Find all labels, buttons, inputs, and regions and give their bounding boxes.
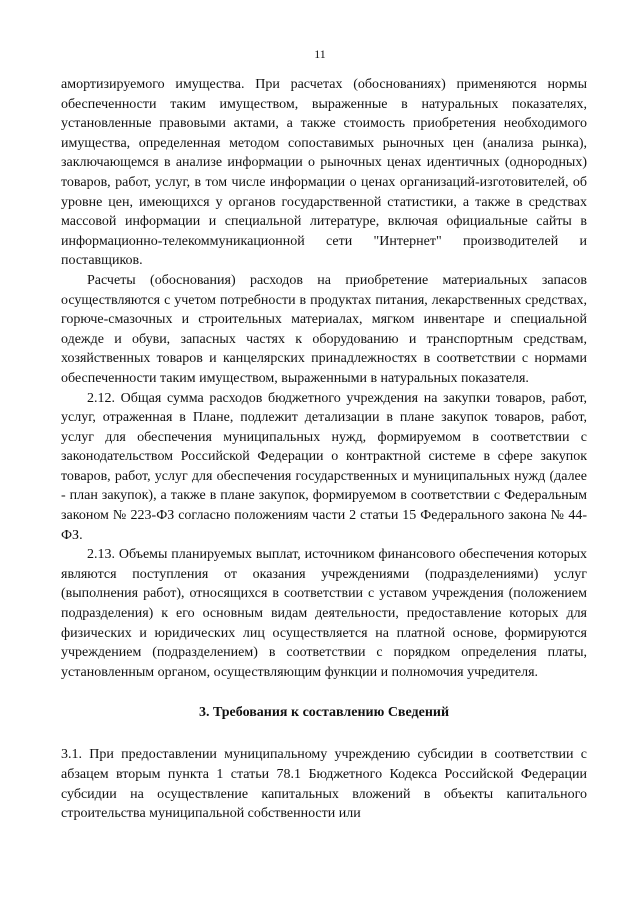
document-body (61, 75, 587, 824)
paragraph-continuation: амортизируемого имущества. При расчетах (обоснованиях) применяются нормы обеспеченности таким имуществом, выраженные в натуральных показателях, установленные правовыми актами, а также стоимость приобретения необходимого имущества, определенная методом сопоставимых рыночных цен (анализа рынка), заключающемся в анализе информации о рыночных ценах идентичных (однородных) товаров, работ, услуг, в том числе информации о ценах организаций-изготовителей, об уровне цен, имеющихся у органов государственной статистики, а также в средствах массовой информации и специальной литературе, включая официальные сайты в информационно-телекоммуникационной сети "Интернет" производителей и поставщиков. (61, 77, 587, 269)
section-heading: 3. Требования к составлению Сведений (198, 705, 450, 721)
paragraph-2-12: 2.12. Общая сумма расходов бюджетного учреждения на закупки товаров, работ, услуг, отраженная в Плане, подлежит детализации в плане закупок товаров, работ, услуг для обеспечения муниципальных нужд, формируемом в соответствии с законодательством Российской Федерации о контрактной системе в сфере закупок товаров, работ, услуг для обеспечения государственных и муниципальных нужд (далее - план закупок), а также в плане закупок, формируемом в соответствии с Федеральным законом № 223-ФЗ согласно положениям части 2 статьи 15 Федерального закона № 44-ФЗ. (61, 390, 587, 543)
page-number: 11 (314, 47, 326, 61)
paragraph-material-reserves: Расчеты (обоснования) расходов на приобретение материальных запасов осуществляются с учетом потребности в продуктах питания, лекарственных средствах, горюче-смазочных и строительных материалах, мягком инвентаре и специальной одежде и обуви, запасных частях к оборудованию и транспортным средствам, хозяйственных товаров и канцелярских принадлежностях в соответствии с нормами обеспеченности таким имуществом, выраженными в натуральных показателя. (61, 272, 587, 386)
paragraph-3-1: 3.1. При предоставлении муниципальному учреждению субсидии в соответствии с абзацем вторым пункта 1 статьи 78.1 Бюджетного Кодекса Российской Федерации субсидии на осуществление капитальных вложений в объекты капитального строительства муниципальной собственности или (61, 747, 587, 822)
paragraph-2-13: 2.13. Объемы планируемых выплат, источником финансового обеспечения которых являются поступления от оказания учреждениями (подразделениями) услуг (выполнения работ), относящихся в соответствии с уставом учреждения (положением подразделения) к его основным видам деятельности, предоставление которых для физических и юридических лиц осуществляется на платной основе, формируются учреждением (подразделением) в соответствии с порядком определения платы, установленным органом, осуществляющим функции и полномочия учредителя. (61, 547, 587, 680)
